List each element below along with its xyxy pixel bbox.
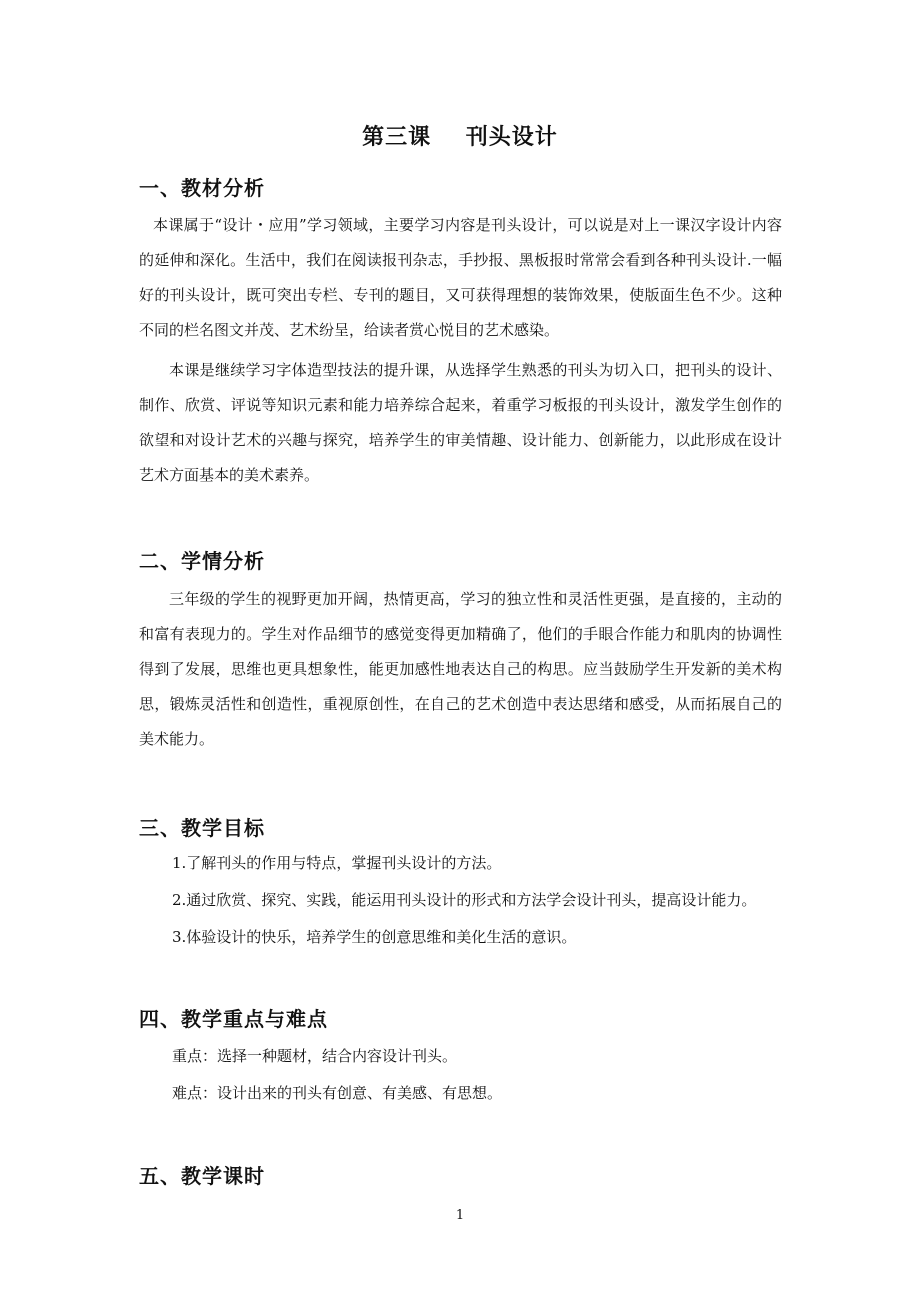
paragraph-textbook-analysis-1: 本课属于“设计・应用”学习领域，主要学习内容是刊头设计，可以说是对上一课汉字设计内容的延伸和深化。生活中，我们在阅读报刊杂志，手抄报、黑板报时常常会看到各种刊头设计.一幅好的刊头设计，既可突出专栏、专刊的题目，又可获得理想的装饰效果，使版面生色不少。这种不同的栏名图文并茂、艺术纷呈，给读者赏心悦目的艺术感染。 (139, 216, 782, 339)
key-point-item: 重点：选择一种题材，结合内容设计刊头。 (172, 1047, 458, 1065)
section-heading-learner-analysis: 二、学情分析 (139, 549, 265, 573)
section-heading-key-points: 四、教学重点与难点 (139, 1007, 328, 1031)
objective-item-2: 2.通过欣赏、探究、实践，能运用刊头设计的形式和方法学会设计刊头，提高设计能力。 (172, 891, 757, 909)
paragraph-textbook-analysis-2: 本课是继续学习字体造型技法的提升课，从选择学生熟悉的刊头为切入口，把刊头的设计、制作、欣赏、评说等知识元素和能力培养综合起来，着重学习板报的刊头设计，激发学生创作的欲望和对设计艺术的兴趣与探究，培养学生的审美情趣、设计能力、创新能力，以此形成在设计艺术方面基本的美术素养。 (139, 361, 782, 484)
objective-item-1: 1.了解刊头的作用与特点，掌握刊头设计的方法。 (172, 854, 502, 872)
objective-item-3: 3.体验设计的快乐，培养学生的创意思维和美化生活的意识。 (172, 928, 577, 946)
section-heading-textbook-analysis: 一、教材分析 (139, 176, 265, 200)
section-heading-teaching-objectives: 三、教学目标 (139, 816, 265, 840)
paragraph-learner-analysis: 三年级的学生的视野更加开阔，热情更高，学习的独立性和灵活性更强，是直接的，主动的和富有表现力的。学生对作品细节的感觉变得更加精确了，他们的手眼合作能力和肌肉的协调性得到了发展，思维也更具想象性，能更加感性地表达自己的构思。应当鼓励学生开发新的美术构思，锻炼灵活性和创造性，重视原创性，在自己的艺术创造中表达思绪和感受，从而拓展自己的美术能力。 (139, 590, 782, 748)
page-title: 第三课 刊头设计 (362, 125, 558, 150)
difficult-point-item: 难点：设计出来的刊头有创意、有美感、有思想。 (172, 1084, 503, 1102)
page-number: 1 (455, 1208, 465, 1223)
section-heading-class-hours: 五、教学课时 (139, 1164, 265, 1188)
